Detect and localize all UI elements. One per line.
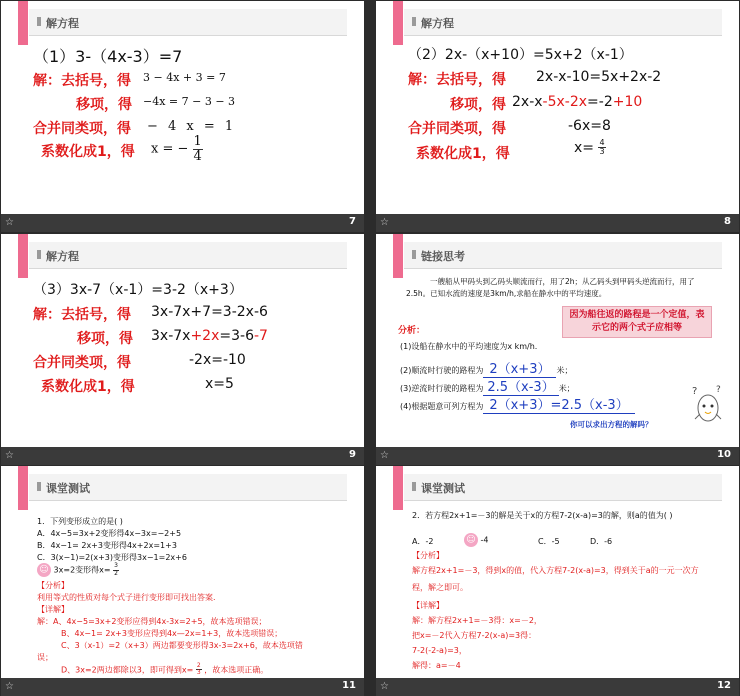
slide-transition-icon: ☆ bbox=[380, 681, 389, 692]
slide-number: 10 bbox=[717, 449, 731, 460]
svg-text:?: ? bbox=[692, 386, 698, 397]
svg-text:?: ? bbox=[716, 385, 721, 395]
slide-8[interactable] bbox=[376, 1, 739, 232]
step-math: −4x = 7 − 3 − 3 bbox=[143, 95, 236, 108]
problem-text: （3）3x-7（x-1）=3-2（x+3） bbox=[33, 282, 243, 298]
step-math: x= $\frac{4}{3}$ bbox=[574, 138, 605, 157]
slide-transition-icon: ☆ bbox=[380, 217, 389, 228]
option-c: C．-5 bbox=[538, 537, 560, 546]
step-math: x = − $\frac{1}{4}$ bbox=[151, 134, 202, 164]
step-math: 3x-7x+7=3-2x-6 bbox=[151, 304, 268, 320]
slide-footer bbox=[1, 214, 364, 232]
step-label: 系数化成1，得 bbox=[416, 146, 510, 162]
step-label: 合并同类项，得 bbox=[33, 355, 131, 371]
option-b: ☺ -4 bbox=[464, 533, 489, 547]
step-label: 移项，得 bbox=[76, 97, 132, 113]
detail-line: 解得：a=－4 bbox=[412, 661, 461, 670]
slide-9[interactable] bbox=[1, 234, 364, 465]
step-label: 移项，得 bbox=[77, 331, 133, 347]
intro-text: 一艘船从甲码头到乙码头顺流而行，用了2h；从乙码头到甲码头逆流而行，用了2.5h。已知水流的速度是3km/h,求船在静水中的平均速度。 bbox=[406, 277, 695, 298]
step-label: 解：去括号，得 bbox=[33, 73, 131, 89]
step-label: 系数化成1，得 bbox=[41, 144, 135, 160]
slide-11[interactable] bbox=[1, 466, 364, 696]
step-label: 合并同类项，得 bbox=[33, 121, 131, 137]
step-label: 解：去括号，得 bbox=[33, 307, 131, 323]
slide-accent-bar bbox=[18, 466, 28, 510]
step-label: 系数化成1，得 bbox=[41, 379, 135, 395]
problem-text: （1）3-（4x-3）=7 bbox=[33, 47, 183, 66]
analysis-label: 分析： bbox=[398, 326, 426, 336]
smiley-icon: ☺ bbox=[37, 563, 51, 577]
step-label: 合并同类项，得 bbox=[408, 121, 506, 137]
slide-12[interactable] bbox=[376, 466, 739, 696]
step-math: − 4 x = 1 bbox=[147, 119, 234, 134]
fraction: $\frac{3}{2}$ bbox=[114, 562, 118, 577]
slide-7[interactable] bbox=[1, 1, 364, 232]
detail-line: 解：A、4x−5=3x+2变形应得到4x-3x=2+5，故本选项错误； bbox=[37, 617, 267, 626]
slide-number: 12 bbox=[717, 680, 731, 691]
analysis-line: (4)根据题意可列方程为 2（x+3）=2.5（x-3） bbox=[400, 394, 635, 413]
slide-footer bbox=[1, 678, 364, 696]
slide-transition-icon: ☆ bbox=[380, 450, 389, 461]
slide-footer bbox=[376, 678, 739, 696]
detail-line: 把x=－2代入方程7-2(x-a)=3得： bbox=[412, 631, 537, 640]
detail-line: 7-2(-2-a)=3， bbox=[412, 646, 467, 655]
slide-footer bbox=[376, 214, 739, 232]
slide-header: 链接思考 bbox=[404, 242, 722, 269]
option-b: B．4x−1= 2x+3变形得4x+2x=1+3 bbox=[37, 541, 177, 550]
analysis-title: 【分析】 bbox=[37, 581, 69, 590]
step-math: 2x-x-10=5x+2x-2 bbox=[536, 69, 662, 85]
option-c: C．3(x−1)=2(x+3)变形得3x−1=2x+6 bbox=[37, 553, 187, 562]
slide-accent-bar bbox=[18, 234, 28, 278]
step-math: -2x=-10 bbox=[189, 352, 246, 368]
slide-accent-bar bbox=[393, 466, 403, 510]
slide-number: 7 bbox=[349, 216, 356, 227]
option-a: A．-2 bbox=[412, 537, 434, 546]
slide-header: 课堂测试 bbox=[404, 474, 722, 501]
detail-line: D、3x=2两边都除以3，即可得到x= $\frac{2}{3}$ ，故本选项正确。 bbox=[61, 662, 269, 677]
analysis-line: (3)逆流时行驶的路程为 2.5（x-3） 米； bbox=[400, 380, 575, 395]
analysis-text: 利用等式的性质对每个式子进行变形即可找出答案. bbox=[37, 593, 216, 602]
detail-line: 解：解方程2x+1=－3得：x=－2， bbox=[412, 616, 542, 625]
detail-line: C、3（x-1）=2（x+3）两边都要变形得3x-3=2x+6，故本选项错 bbox=[61, 641, 303, 650]
slide-transition-icon: ☆ bbox=[5, 217, 14, 228]
slide-number: 9 bbox=[349, 449, 356, 460]
analysis-line: (1)设船在静水中的平均速度为x km/h. bbox=[400, 342, 538, 351]
analysis-text: 解方程2x+1=－3，得到x的值，代入方程7-2(x-a)=3，得到关于a的一元一次方程，解之即可。 bbox=[412, 566, 699, 592]
slide-header: 课堂测试 bbox=[29, 474, 347, 501]
analysis-line: (2)顺流时行驶的路程为 2（x+3） 米； bbox=[400, 362, 573, 377]
step-math: 2x-x-5x-2x=-2+10 bbox=[512, 94, 643, 110]
option-a: A．4x−5=3x+2变形得4x−3x=−2+5 bbox=[37, 529, 182, 538]
step-math: 3 − 4x + 3 = 7 bbox=[143, 71, 226, 84]
question-text: 1．下列变形成立的是( ) bbox=[37, 517, 123, 526]
slide-accent-bar bbox=[393, 234, 403, 278]
slide-number: 8 bbox=[724, 216, 731, 227]
slide-footer bbox=[1, 447, 364, 465]
step-math: 3x-7x+2x=3-6-7 bbox=[151, 328, 268, 344]
slide-accent-bar bbox=[393, 1, 403, 45]
step-label: 解：去括号，得 bbox=[408, 72, 506, 88]
detail-line: 误； bbox=[37, 653, 53, 662]
callout-note: 因为船往返的路程是一个定值，表示它的两个式子应相等 bbox=[562, 306, 712, 338]
slide-number: 11 bbox=[342, 680, 356, 691]
fraction: $\frac{2}{3}$ bbox=[196, 662, 201, 677]
slide-header: 解方程 bbox=[404, 9, 722, 36]
question-text: 你可以求出方程的解吗？ bbox=[570, 420, 653, 429]
detail-title: 【详解】 bbox=[412, 601, 444, 610]
thinking-egg-icon bbox=[692, 384, 724, 426]
slide-accent-bar bbox=[18, 1, 28, 45]
fraction: $\frac{1}{4}$ bbox=[193, 134, 202, 164]
detail-line: B、4x−1= 2x+3变形应得到4x—2x=1+3，故本选项错误； bbox=[61, 629, 283, 638]
option-d: ☺ 3x=2变形得x= $\frac{3}{2}$ bbox=[37, 563, 119, 577]
slide-transition-icon: ☆ bbox=[5, 681, 14, 692]
step-math: x=5 bbox=[205, 376, 234, 392]
question-text: 2．若方程2x+1=－3的解是关于x的方程7-2(x-a)=3的解，则a的值为( ) bbox=[412, 511, 673, 520]
slide-footer bbox=[376, 447, 739, 465]
slide-transition-icon: ☆ bbox=[5, 450, 14, 461]
step-math: -6x=8 bbox=[568, 118, 611, 134]
analysis-title: 【分析】 bbox=[412, 551, 444, 560]
slide-header: 解方程 bbox=[29, 9, 347, 36]
fraction: $\frac{4}{3}$ bbox=[599, 138, 605, 157]
slide-10[interactable] bbox=[376, 234, 739, 465]
step-label: 移项，得 bbox=[450, 97, 506, 113]
detail-title: 【详解】 bbox=[37, 605, 69, 614]
slide-header: 解方程 bbox=[29, 242, 347, 269]
smiley-icon: ☺ bbox=[464, 533, 478, 547]
option-d: D．-6 bbox=[590, 537, 613, 546]
problem-text: （2）2x-（x+10）=5x+2（x-1） bbox=[408, 47, 633, 63]
